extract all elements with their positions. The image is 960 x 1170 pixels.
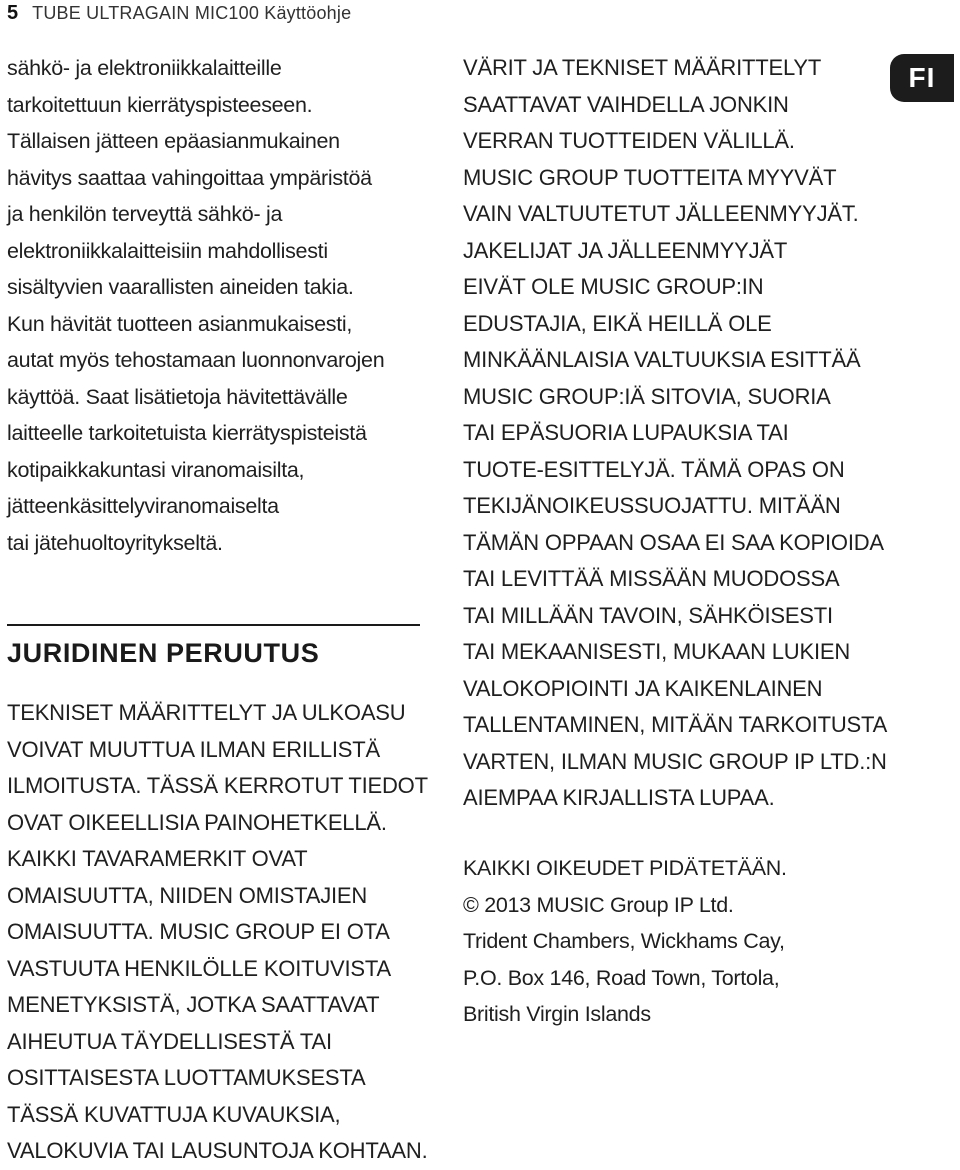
text-line: OMAISUUTTA, NIIDEN OMISTAJIEN [7,882,368,908]
text-line: kotipaikkakuntasi viranomaisilta, [7,457,305,482]
text-line: KAIKKI TAVARAMERKIT OVAT [7,846,308,871]
address-line: British Virgin Islands [463,1002,651,1026]
text-line: sisältyvien vaarallisten aineiden takia. [7,275,354,299]
disposal-paragraph [7,50,452,561]
text-line: elektroniikkalaitteisiin mahdollisesti [7,238,328,263]
text-line: tai jätehuoltoyritykseltä. [7,530,223,555]
text-line: TEKNISET MÄÄRITTELYT JA ULKOASU [7,700,406,725]
text-line: TUOTE-ESITTELYJÄ. TÄMÄ OPAS ON [463,456,845,482]
address-line: P.O. Box 146, Road Town, Tortola, [463,965,780,990]
text-line: JAKELIJAT JA JÄLLEENMYYJÄT [463,237,788,263]
text-line: tarkoitettuun kierrätyspisteeseen. [7,92,313,117]
text-line: MINKÄÄNLAISIA VALTUUKSIA ESITTÄÄ [463,347,861,372]
text-line: laitteelle tarkoitetuista kierrätyspisteistä [7,421,367,445]
text-line: ILMOITUSTA. TÄSSÄ KERROTUT TIEDOT [7,773,428,798]
address-line: Trident Chambers, Wickhams Cay, [463,929,785,953]
text-line: SAATTAVAT VAIHDELLA JONKIN [463,91,789,117]
text-line: AIEMPAA KIRJALLISTA LUPAA. [463,785,775,810]
section-divider [7,624,420,626]
text-line: VALOKOPIOINTI JA KAIKENLAINEN [463,675,823,701]
text-line: VOIVAT MUUTTUA ILMAN ERILLISTÄ [7,736,380,762]
text-line: TÄSSÄ KUVATTUJA KUVAUKSIA, [7,1101,341,1127]
text-line: MUSIC GROUP:IÄ SITOVIA, SUORIA [463,383,831,409]
text-line: VASTUUTA HENKILÖLLE KOITUVISTA [7,955,391,981]
page-header [7,2,351,30]
text-line: Tällaisen jätteen epäasianmukainen [7,129,340,153]
language-tab-label: FI [908,62,936,93]
page-number: 5 [7,2,19,24]
text-line: VAIN VALTUUTETUT JÄLLEENMYYJÄT. [463,201,859,226]
text-line: MENETYKSISTÄ, JOTKA SAATTAVAT [7,992,380,1017]
text-line: EDUSTAJIA, EIKÄ HEILLÄ OLE [463,310,772,336]
text-line: Kun hävität tuotteen asianmukaisesti, [7,311,353,336]
text-line: käyttöä. Saat lisätietoja hävitettävälle [7,384,348,409]
text-line: VERRAN TUOTTEIDEN VÄLILLÄ. [463,128,795,153]
section-heading: JURIDINEN PERUUTUS [7,638,320,668]
text-line: VALOKUVIA TAI LAUSUNTOJA KOHTAAN. [7,1138,428,1163]
text-line: sähkö- ja elektroniikkalaitteille [7,56,282,80]
document-title: TUBE ULTRAGAIN MIC100 Käyttöohje [32,3,352,23]
text-line: TEKIJÄNOIKEUSSUOJATTU. MITÄÄN [463,493,841,518]
text-line: TAI MEKAANISESTI, MUKAAN LUKIEN [463,639,851,664]
text-line: TALLENTAMINEN, MITÄÄN TARKOITUSTA [463,712,888,737]
legal-disclaimer-right [463,50,903,817]
text-line: VÄRIT JA TEKNISET MÄÄRITTELYT [463,55,822,80]
text-line: TÄMÄN OPPAAN OSAA EI SAA KOPIOIDA [463,529,884,555]
rights-reserved-line: KAIKKI OIKEUDET PIDÄTETÄÄN. [463,856,787,880]
legal-disclaimer-left [7,695,452,1170]
text-line: ja henkilön terveyttä sähkö- ja [7,202,283,226]
copyright-line: © 2013 MUSIC Group IP Ltd. [463,892,734,917]
text-line: OVAT OIKEELLISIA PAINOHETKELLÄ. [7,809,387,835]
text-line: TAI LEVITTÄÄ MISSÄÄN MUODOSSA [463,566,840,591]
text-line: autat myös tehostamaan luonnonvarojen [7,348,385,372]
text-line: jätteenkäsittelyviranomaiselta [7,494,279,518]
text-line: TAI MILLÄÄN TAVOIN, SÄHKÖISESTI [463,602,833,628]
text-line: OMAISUUTTA. MUSIC GROUP EI OTA [7,919,390,944]
text-line: TAI EPÄSUORIA LUPAUKSIA TAI [463,420,789,445]
text-line: hävitys saattaa vahingoittaa ympäristöä [7,165,372,190]
text-line: MUSIC GROUP TUOTTEITA MYYVÄT [463,164,837,190]
text-line: VARTEN, ILMAN MUSIC GROUP IP LTD.:N [463,748,887,774]
text-line: EIVÄT OLE MUSIC GROUP:IN [463,274,764,299]
copyright-block [463,850,903,1033]
text-line: OSITTAISESTA LUOTTAMUKSESTA [7,1065,366,1090]
text-line: AIHEUTUA TÄYDELLISESTÄ TAI [7,1028,332,1054]
